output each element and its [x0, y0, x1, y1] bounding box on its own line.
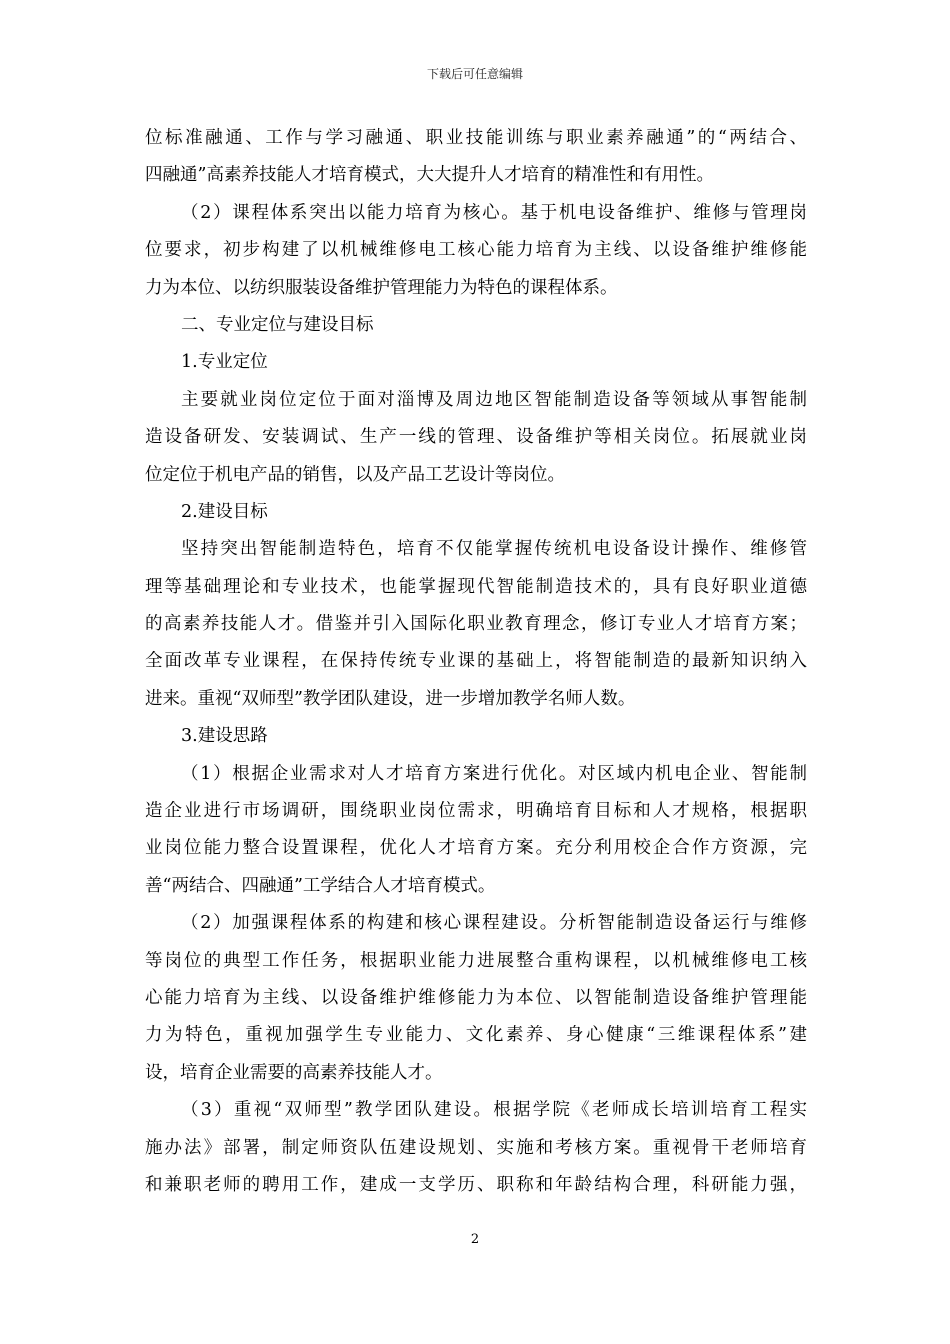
text-line: 力为特色，重视加强学生专业能力、文化素养、身心健康“三维课程体系”建 — [145, 1025, 807, 1046]
text-line: 的高素养技能人才。借鉴并引入国际化职业教育理念，修订专业人才培育方案； — [145, 614, 807, 635]
text-line: 设，培育企业需要的高素养技能人才。 — [145, 1062, 443, 1083]
page-number: 2 — [470, 1232, 480, 1247]
text-line: （2）课程体系突出以能力培育为核心。基于机电设备维护、维修与管理岗 — [181, 202, 807, 223]
text-line: 全面改革专业课程，在保持传统专业课的基础上，将智能制造的最新知识纳入 — [145, 651, 807, 672]
text-line: 理等基础理论和专业技术，也能掌握现代智能制造技术的，具有良好职业道德 — [145, 576, 807, 597]
subsection-heading: 1.专业定位 — [181, 352, 268, 373]
text-line: 进来。重视“双师型”教学团队建设，进一步增加教学名师人数。 — [145, 688, 636, 709]
text-line: 位要求，初步构建了以机械维修电工核心能力培育为主线、以设备维护维修能 — [145, 240, 807, 261]
subsection-heading: 2.建设目标 — [181, 501, 268, 522]
text-line: 四融通”高素养技能人才培育模式，大大提升人才培育的精准性和有用性。 — [145, 165, 714, 186]
document-body — [145, 120, 807, 1204]
section-heading: 二、专业定位与建设目标 — [181, 314, 374, 335]
text-line: 业岗位能力整合设置课程，优化人才培育方案。充分利用校企合作方资源，完 — [145, 838, 807, 859]
text-line: 力为本位、以纺织服装设备维护管理能力为特色的课程体系。 — [145, 277, 618, 298]
text-line: （3）重视“双师型”教学团队建设。根据学院《老师成长培训培育工程实 — [181, 1100, 807, 1121]
text-line: 造设备研发、安装调试、生产一线的管理、设备维护等相关岗位。拓展就业岗 — [145, 427, 807, 448]
text-line: 施办法》部署，制定师资队伍建设规划、实施和考核方案。重视骨干老师培育 — [145, 1137, 807, 1158]
text-line: 坚持突出智能制造特色，培育不仅能掌握传统机电设备设计操作、维修管 — [181, 539, 807, 560]
text-line: （2）加强课程体系的构建和核心课程建设。分析智能制造设备运行与维修 — [181, 913, 807, 934]
text-line: 心能力培育为主线、以设备维护维修能力为本位、以智能制造设备维护管理能 — [145, 987, 807, 1008]
text-line: 位标准融通、工作与学习融通、职业技能训练与职业素养融通”的“两结合、 — [145, 128, 807, 148]
text-line: 等岗位的典型工作任务，根据职业能力进展整合重构课程，以机械维修电工核 — [145, 950, 807, 971]
text-line: 善“两结合、四融通”工学结合人才培育模式。 — [145, 875, 496, 896]
text-line: 造企业进行市场调研，围绕职业岗位需求，明确培育目标和人才规格，根据职 — [145, 801, 807, 822]
page-header: 下载后可任意编辑 — [426, 67, 523, 81]
text-line: （1）根据企业需求对人才培育方案进行优化。对区域内机电企业、智能制 — [181, 763, 807, 784]
text-line: 位定位于机电产品的销售，以及产品工艺设计等岗位。 — [145, 464, 565, 485]
text-line: 和兼职老师的聘用工作，建成一支学历、职称和年龄结构合理，科研能力强， — [145, 1174, 807, 1195]
text-line: 主要就业岗位定位于面对淄博及周边地区智能制造设备等领域从事智能制 — [181, 389, 807, 410]
subsection-heading: 3.建设思路 — [181, 726, 268, 747]
